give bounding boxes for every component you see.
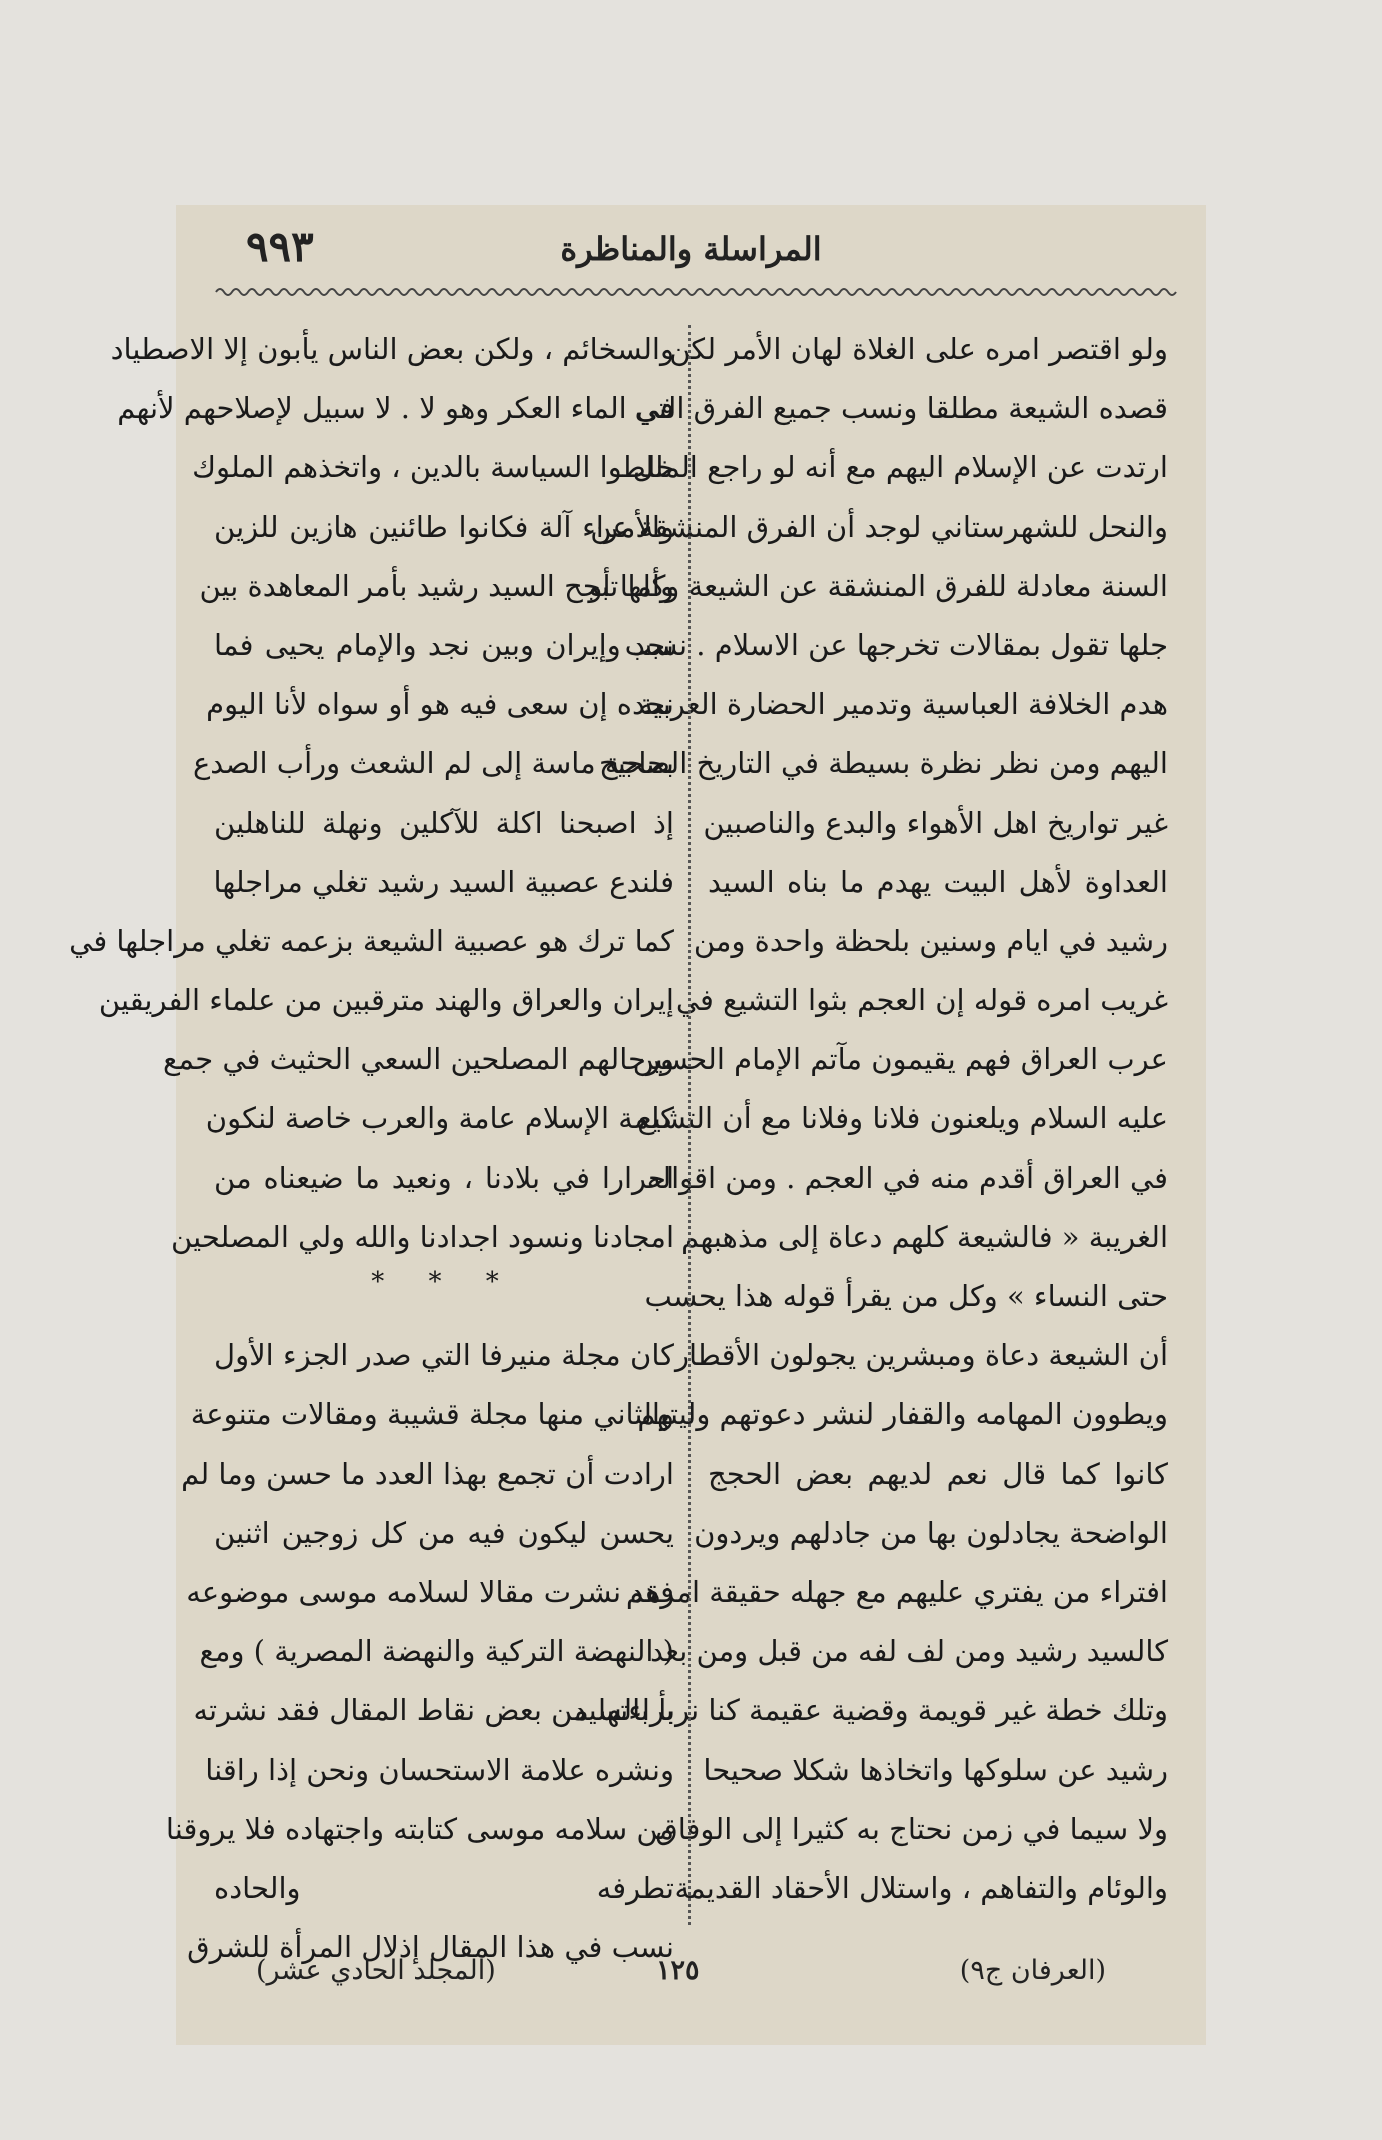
text-line: بحاجة ماسة إلى لم الشعث ورأب الصدع [193,746,674,781]
column-divider [688,325,691,1925]
text-line: جلها تقول بمقالات تخرجها عن الاسلام . نسب [624,627,1168,662]
text-line: خلطوا السياسة بالدين ، واتخذهم الملوك [192,450,674,485]
text-line: حتى النساء » وكل من يقرأ قوله هذا يحسب [644,1279,1168,1313]
text-line: أن الشيعة دعاة ومبشرين يجولون الأقطار [674,1338,1168,1373]
text-line: كما ترك هو عصبية الشيعة بزعمه تغلي مراجلها في [69,923,674,958]
text-line: إذ اصبحنا اكلة للآكلين ونهلة للناهلين [214,805,674,840]
text-line: رشيد في ايام وسنين بلحظة واحدة ومن [693,923,1168,958]
text-line: افتراء من يفتري عليهم مع جهله حقيقة امرهم [625,1574,1168,1609]
text-line: ولو اقتصر امره على الغلاة لهان الأمر لكن [669,332,1168,366]
text-line: احرارا في بلادنا ، ونعيد ما ضيعناه من [214,1160,674,1195]
text-line: فلندع عصبية السيد رشيد تغلي مراجلها [213,864,674,899]
text-line: براءتها من بعض نقاط المقال فقد نشرته [193,1693,674,1728]
text-line: الغريبة « فالشيعة كلهم دعاة إلى مذهبهم [681,1219,1168,1254]
text-line: رشيد عن سلوكها واتخاذها شكلا صحيحا [703,1752,1168,1787]
text-line: والنحل للشهرستاني لوجد أن الفرق المنشقة عن [590,509,1168,544]
text-line: غير تواريخ اهل الأهواء والبدع والناصبين [703,805,1168,840]
text-line: غريب امره قوله إن العجم بثوا التشيع في [675,983,1168,1018]
text-line: والأمراء آلة فكانوا طائنين هازين للزين [214,509,674,544]
text-line: اليهم ومن نظر نظرة بسيطة في التاريخ الصحيح [599,746,1168,781]
text-line: ونشره علامة الاستحسان ونحن إذا راقنا [205,1752,674,1787]
text-line: وتلك خطة غير قويمة وقضية عقيمة كنا نربأ بالسيد [573,1693,1168,1728]
text-line: والسخائم ، ولكن بعض الناس يأبون إلا الاصطياد [110,332,674,366]
footer-volume: (المجلد الحادي عشر) [256,1955,496,1986]
footer-page-number: ١٢٥ [656,1955,700,1986]
text-line: ولا سيما في زمن نحتاج به كثيرا إلى الوفاق [655,1811,1168,1846]
text-line: كالسيد رشيد ومن لف لفه من قبل ومن بعد [650,1634,1168,1669]
text-line: نجده إن سعى فيه هو أو سواه لأنا اليوم [206,687,674,722]
text-line: من سلامه موسى كتابته واجتهاده فلا يروقنا [165,1811,674,1846]
text-line: والوئام والتفاهم ، واستلال الأحقاد القديمة [674,1870,1168,1905]
text-line: فقد نشرت مقالا لسلامه موسى موضوعه [186,1574,674,1609]
text-line: امجادنا ونسود اجدادنا والله ولي المصلحين [171,1219,674,1254]
text-line: كلمة الإسلام عامة والعرب خاصة لنكون [205,1101,674,1136]
text-line: العداوة لأهل البيت يهدم ما بناه السيد [708,864,1168,899]
text-line: نسب في هذا المقال إذلال المرأة للشرق [187,1930,674,1965]
text-line: في الماء العكر وهو لا . لا سبيل لإصلاحهم لأنهم [117,391,674,426]
running-title: المراسلة والمناظرة [560,230,822,268]
footer-journal: (العرفان ج٩) [959,1955,1106,1986]
text-line: ويطوون المهامه والقفار لنشر دعوتهم وليتهم [637,1397,1168,1432]
text-line: الواضحة يجادلون بها من جادلهم ويردون [694,1515,1168,1550]
text-line: ارتدت عن الإسلام اليهم مع أنه لو راجع الملل [632,450,1168,485]
text-line: عليه السلام ويلعنون فلانا وفلانا مع أن التشيع [637,1101,1168,1136]
text-line: كانوا كما قال نعم لديهم بعض الحجج [708,1456,1168,1491]
text-line: والثاني منها مجلة قشيبة ومقالات متنوعة [190,1397,674,1432]
text-line: تطرفه والحاده [214,1870,674,1905]
page-number: ٩٩٣ [246,222,314,271]
text-line: ورجالهم المصلحين السعي الحثيث في جمع [163,1042,674,1077]
text-line: ارادت أن تجمع بهذا العدد ما حسن وما لم [181,1456,674,1491]
text-line: كان مجلة منيرفا التي صدر الجزء الأول [214,1338,674,1373]
left-column [69,320,674,1965]
section-separator-stars: * * * [371,1267,517,1297]
text-line: وأما تبجح السيد رشيد بأمر المعاهدة بين [199,568,674,603]
text-line: هدم الخلافة العباسية وتدمير الحضارة العربية [638,687,1168,722]
text-line: يحسن ليكون فيه من كل زوجين اثنين [214,1515,674,1550]
text-line: ( النهضة التركية والنهضة المصرية ) ومع [199,1634,674,1669]
text-line: إيران والعراق والهند مترقبين من علماء الفريقين [98,983,674,1018]
text-line: قصده الشيعة مطلقا ونسب جميع الفرق التي [634,391,1168,426]
text-line: في العراق أقدم منه في العجم . ومن اقواله [646,1160,1168,1195]
right-column [573,320,1168,1920]
text-line: عرب العراق فهم يقيمون مآتم الإمام الحسين [632,1042,1168,1077]
page-header [216,222,1166,282]
text-line: السنة معادلة للفرق المنشقة عن الشيعة وكلها أو [588,568,1168,603]
header-wavy-rule [216,285,1174,299]
text-line: نجد وإيران وبين نجد والإمام يحيى فما [214,627,674,662]
page-footer [216,1955,1166,2005]
